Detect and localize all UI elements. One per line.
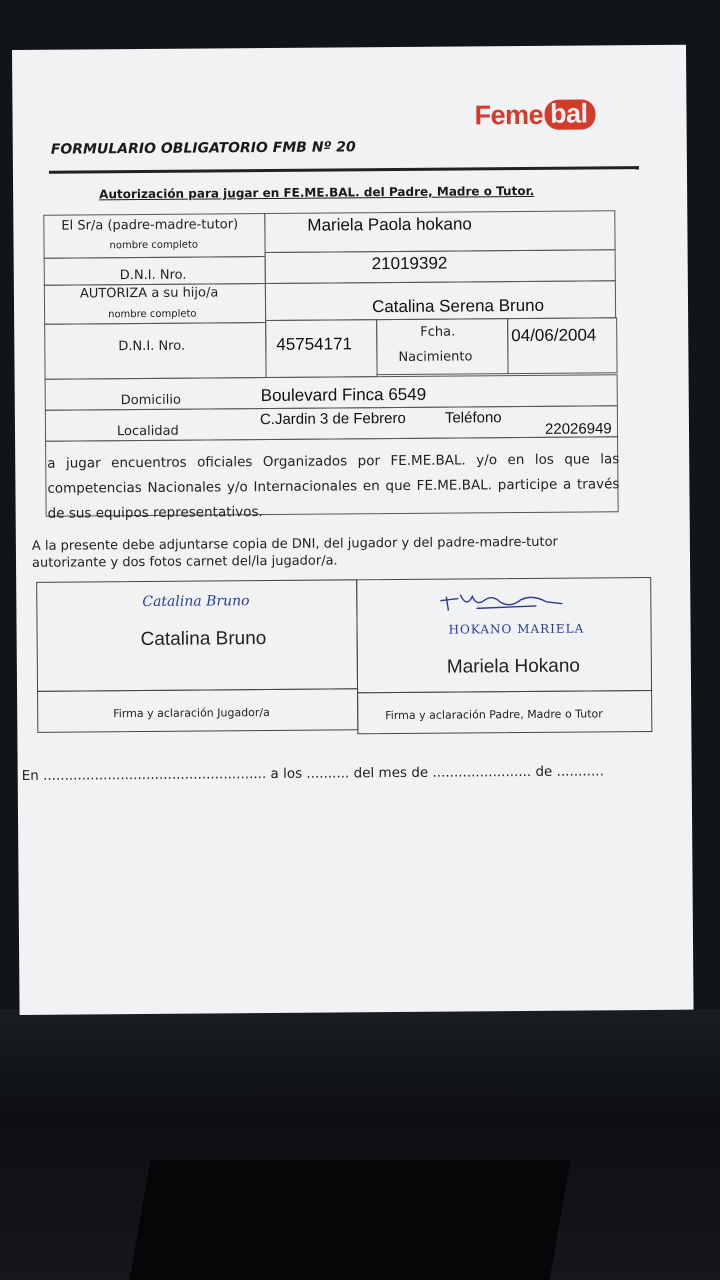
- logo-text: Feme: [474, 99, 544, 130]
- child-dni-label: D.N.I. Nro.: [118, 338, 186, 355]
- player-signature: Catalina Bruno: [142, 593, 250, 610]
- logo-pill: bal: [544, 99, 596, 129]
- player-caption: Firma y aclaración Jugador/a: [113, 705, 270, 721]
- attachment-note: A la presente debe adjuntarse copia de DNI, del jugador y del padre-madre-tutor autorizante y dos fotos carnet del/la jugador/a.: [31, 534, 558, 571]
- locality-label: Localidad: [116, 423, 179, 440]
- form-subtitle: Autorización para jugar en FE.ME.BAL. del Padre, Madre o Tutor.: [99, 183, 535, 202]
- parent-dni: 21019392: [371, 253, 448, 274]
- form-document: [12, 45, 694, 1015]
- date-line: En .................................................... a los .......... del mes de ....................... de ...........: [21, 763, 604, 784]
- title-divider: [49, 166, 639, 174]
- parent-label: El Sr/a (padre-madre-tutor): [61, 217, 239, 234]
- background-shadow: [129, 1160, 570, 1280]
- authorization-paragraph: a jugar encuentros oficiales Organizados por FE.ME.BAL. y/o en los que las competencias Nacionales y/o Internacionales en que FE.ME.BAL. participe a través de sus equipos representativos.: [47, 451, 620, 522]
- parent-printed-name: Mariela Hokano: [446, 655, 581, 678]
- parent-signature-scrawl: [436, 590, 566, 615]
- form-title: FORMULARIO OBLIGATORIO FMB Nº 20: [50, 139, 356, 158]
- birth-date: 04/06/2004: [511, 325, 597, 346]
- femebal-logo: [474, 97, 595, 132]
- phone: 22026949: [544, 420, 612, 438]
- parent-name: Mariela Paola hokano: [307, 214, 472, 235]
- child-name: Catalina Serena Bruno: [371, 295, 545, 317]
- birth-label-2: Nacimiento: [398, 349, 473, 365]
- child-sublabel: nombre completo: [108, 308, 197, 321]
- parent-handwritten-name: HOKANO MARIELA: [448, 621, 585, 637]
- parent-sublabel: nombre completo: [109, 239, 199, 252]
- player-printed-name: Catalina Bruno: [140, 628, 267, 651]
- address: Boulevard Finca 6549: [260, 384, 427, 406]
- locality: C.Jardin 3 de Febrero: [259, 409, 406, 429]
- parent-dni-label: D.N.I. Nro.: [119, 267, 187, 284]
- child-label: AUTORIZA a su hijo/a: [79, 285, 219, 302]
- birth-label-1: Fcha.: [420, 324, 456, 340]
- address-label: Domicilio: [120, 392, 182, 409]
- child-dni: 45754171: [276, 334, 353, 354]
- parent-caption: Firma y aclaración Padre, Madre o Tutor: [385, 707, 603, 723]
- phone-label: Teléfono: [444, 409, 502, 427]
